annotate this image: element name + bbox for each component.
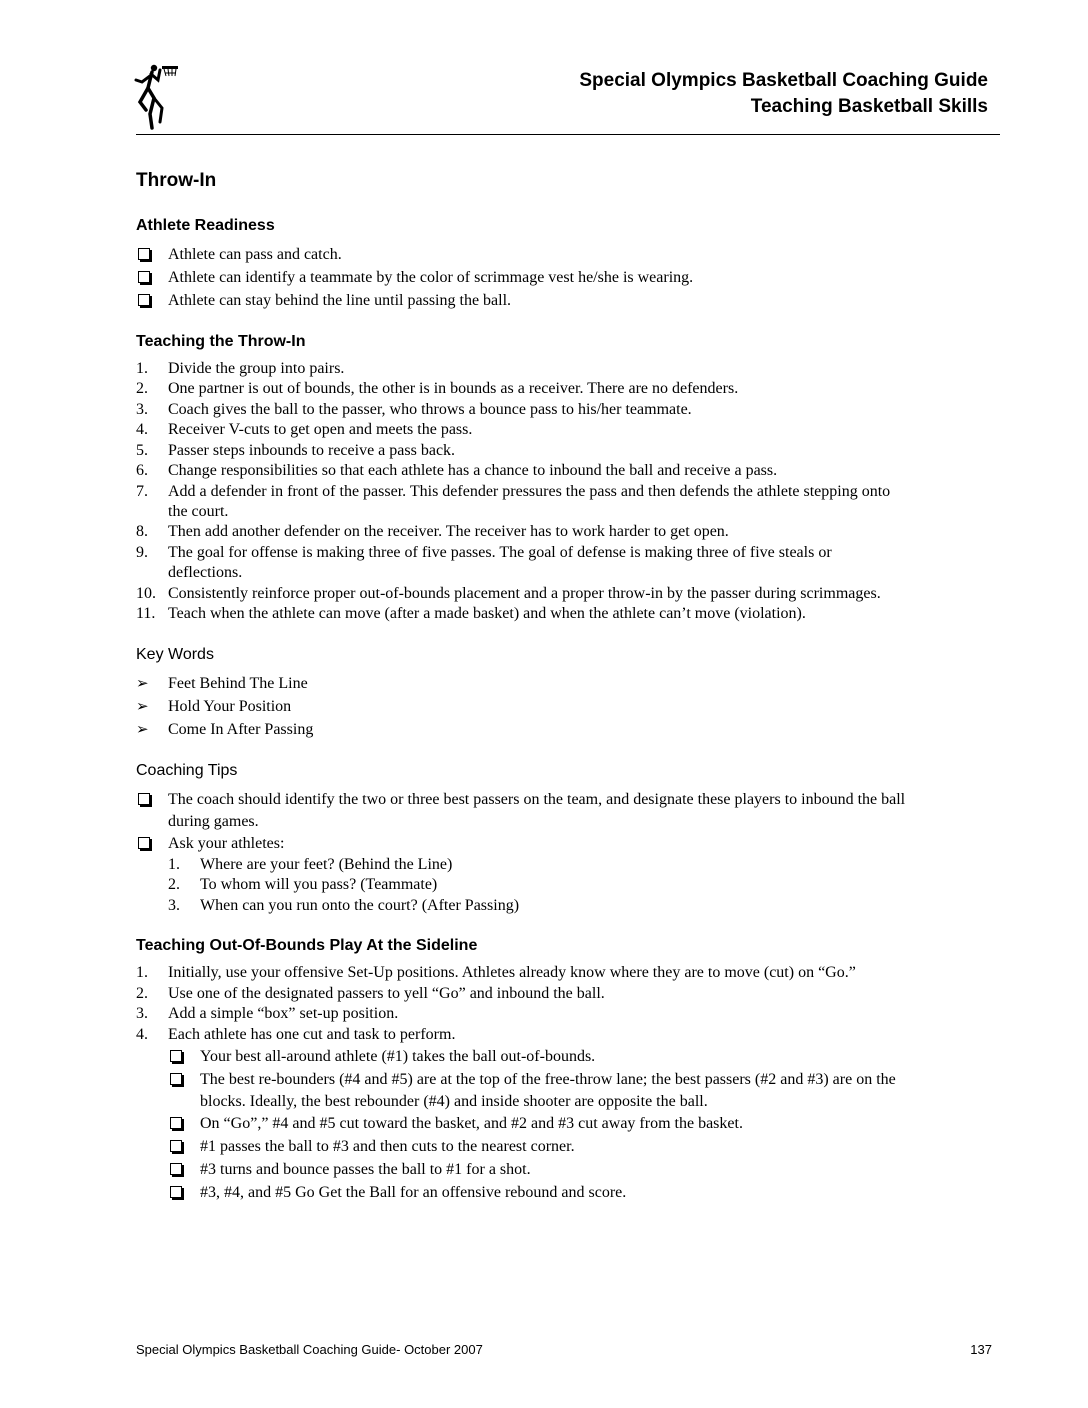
section-heading-athlete-readiness: Athlete Readiness	[136, 217, 275, 234]
checkbox-icon	[138, 793, 150, 805]
checkbox-icon	[138, 271, 150, 283]
header-divider	[136, 134, 1000, 135]
checkbox-icon	[170, 1073, 182, 1085]
checkbox-icon	[170, 1186, 182, 1198]
section-heading-out-of-bounds: Teaching Out-Of-Bounds Play At the Sideline	[136, 937, 478, 954]
page-number: 137	[970, 1342, 992, 1357]
header-title: Special Olympics Basketball Coaching Guide	[579, 70, 988, 91]
header-subtitle: Teaching Basketball Skills	[750, 96, 988, 117]
checkbox-icon	[170, 1050, 182, 1062]
checkbox-icon	[170, 1140, 182, 1152]
footer-text: Special Olympics Basketball Coaching Guide- October 2007	[136, 1342, 483, 1357]
checkbox-icon	[170, 1163, 182, 1175]
checkbox-icon	[138, 294, 150, 306]
checkbox-icon	[138, 837, 150, 849]
checkbox-icon	[138, 248, 150, 260]
arrow-bullet-icon: ➢	[136, 699, 149, 715]
checkbox-icon	[170, 1117, 182, 1129]
page-title: Throw-In	[136, 170, 217, 191]
section-heading-key-words: Key Words	[136, 646, 214, 663]
section-heading-teaching-throw-in: Teaching the Throw-In	[136, 333, 306, 350]
arrow-bullet-icon: ➢	[136, 676, 149, 692]
basketball-player-logo-icon	[132, 62, 180, 130]
section-heading-coaching-tips: Coaching Tips	[136, 762, 238, 779]
arrow-bullet-icon: ➢	[136, 722, 149, 738]
